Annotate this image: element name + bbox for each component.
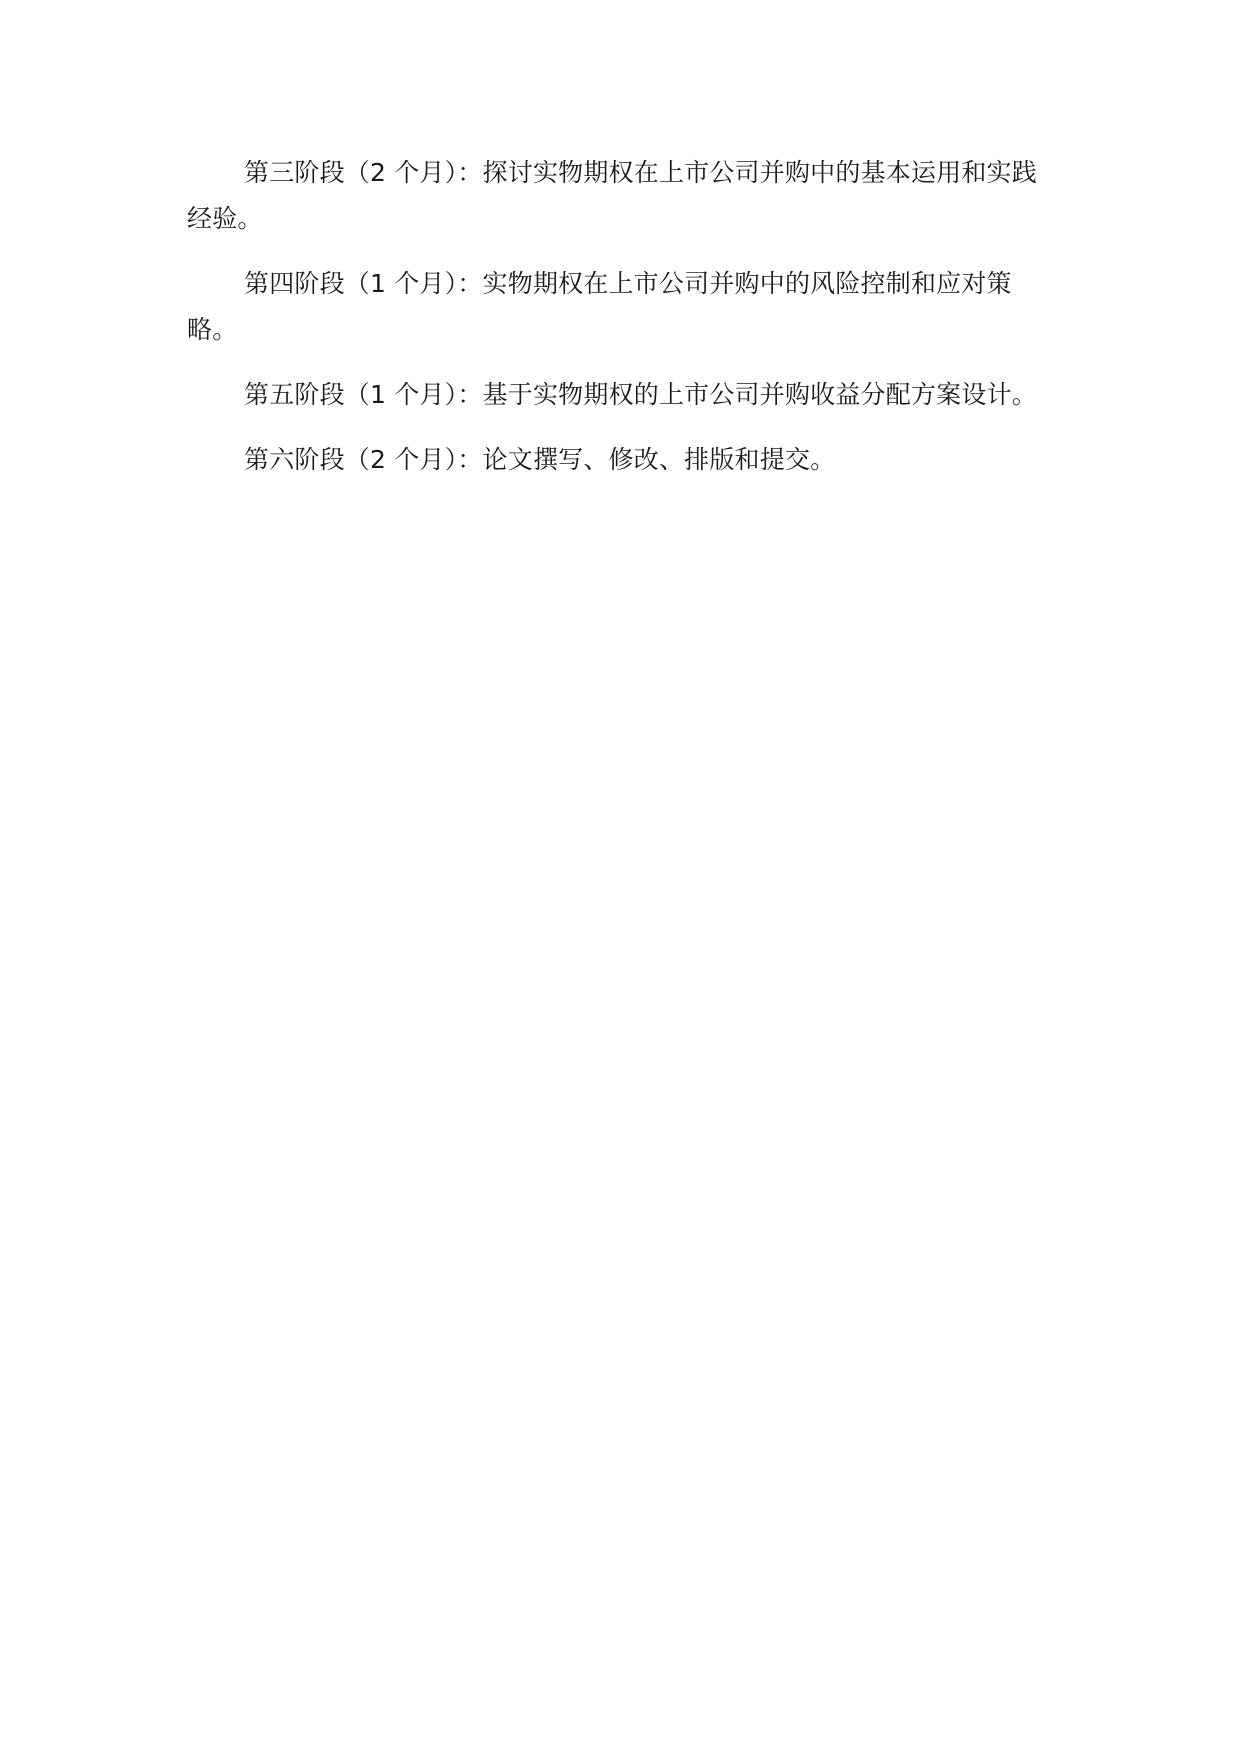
document-body (187, 150, 1055, 502)
paragraph-stage-six: 第六阶段（2 个月）：论文撰写、修改、排版和提交。 (244, 445, 836, 474)
paragraph-stage-three: 第三阶段（2 个月）：探讨实物期权在上市公司并购中的基本运用和实践经验。 (187, 158, 1037, 233)
paragraph-stage-four: 第四阶段（1 个月）：实物期权在上市公司并购中的风险控制和应对策略。 (187, 269, 1012, 344)
paragraph-stage-five: 第五阶段（1 个月）：基于实物期权的上市公司并购收益分配方案设计。 (244, 380, 1037, 409)
